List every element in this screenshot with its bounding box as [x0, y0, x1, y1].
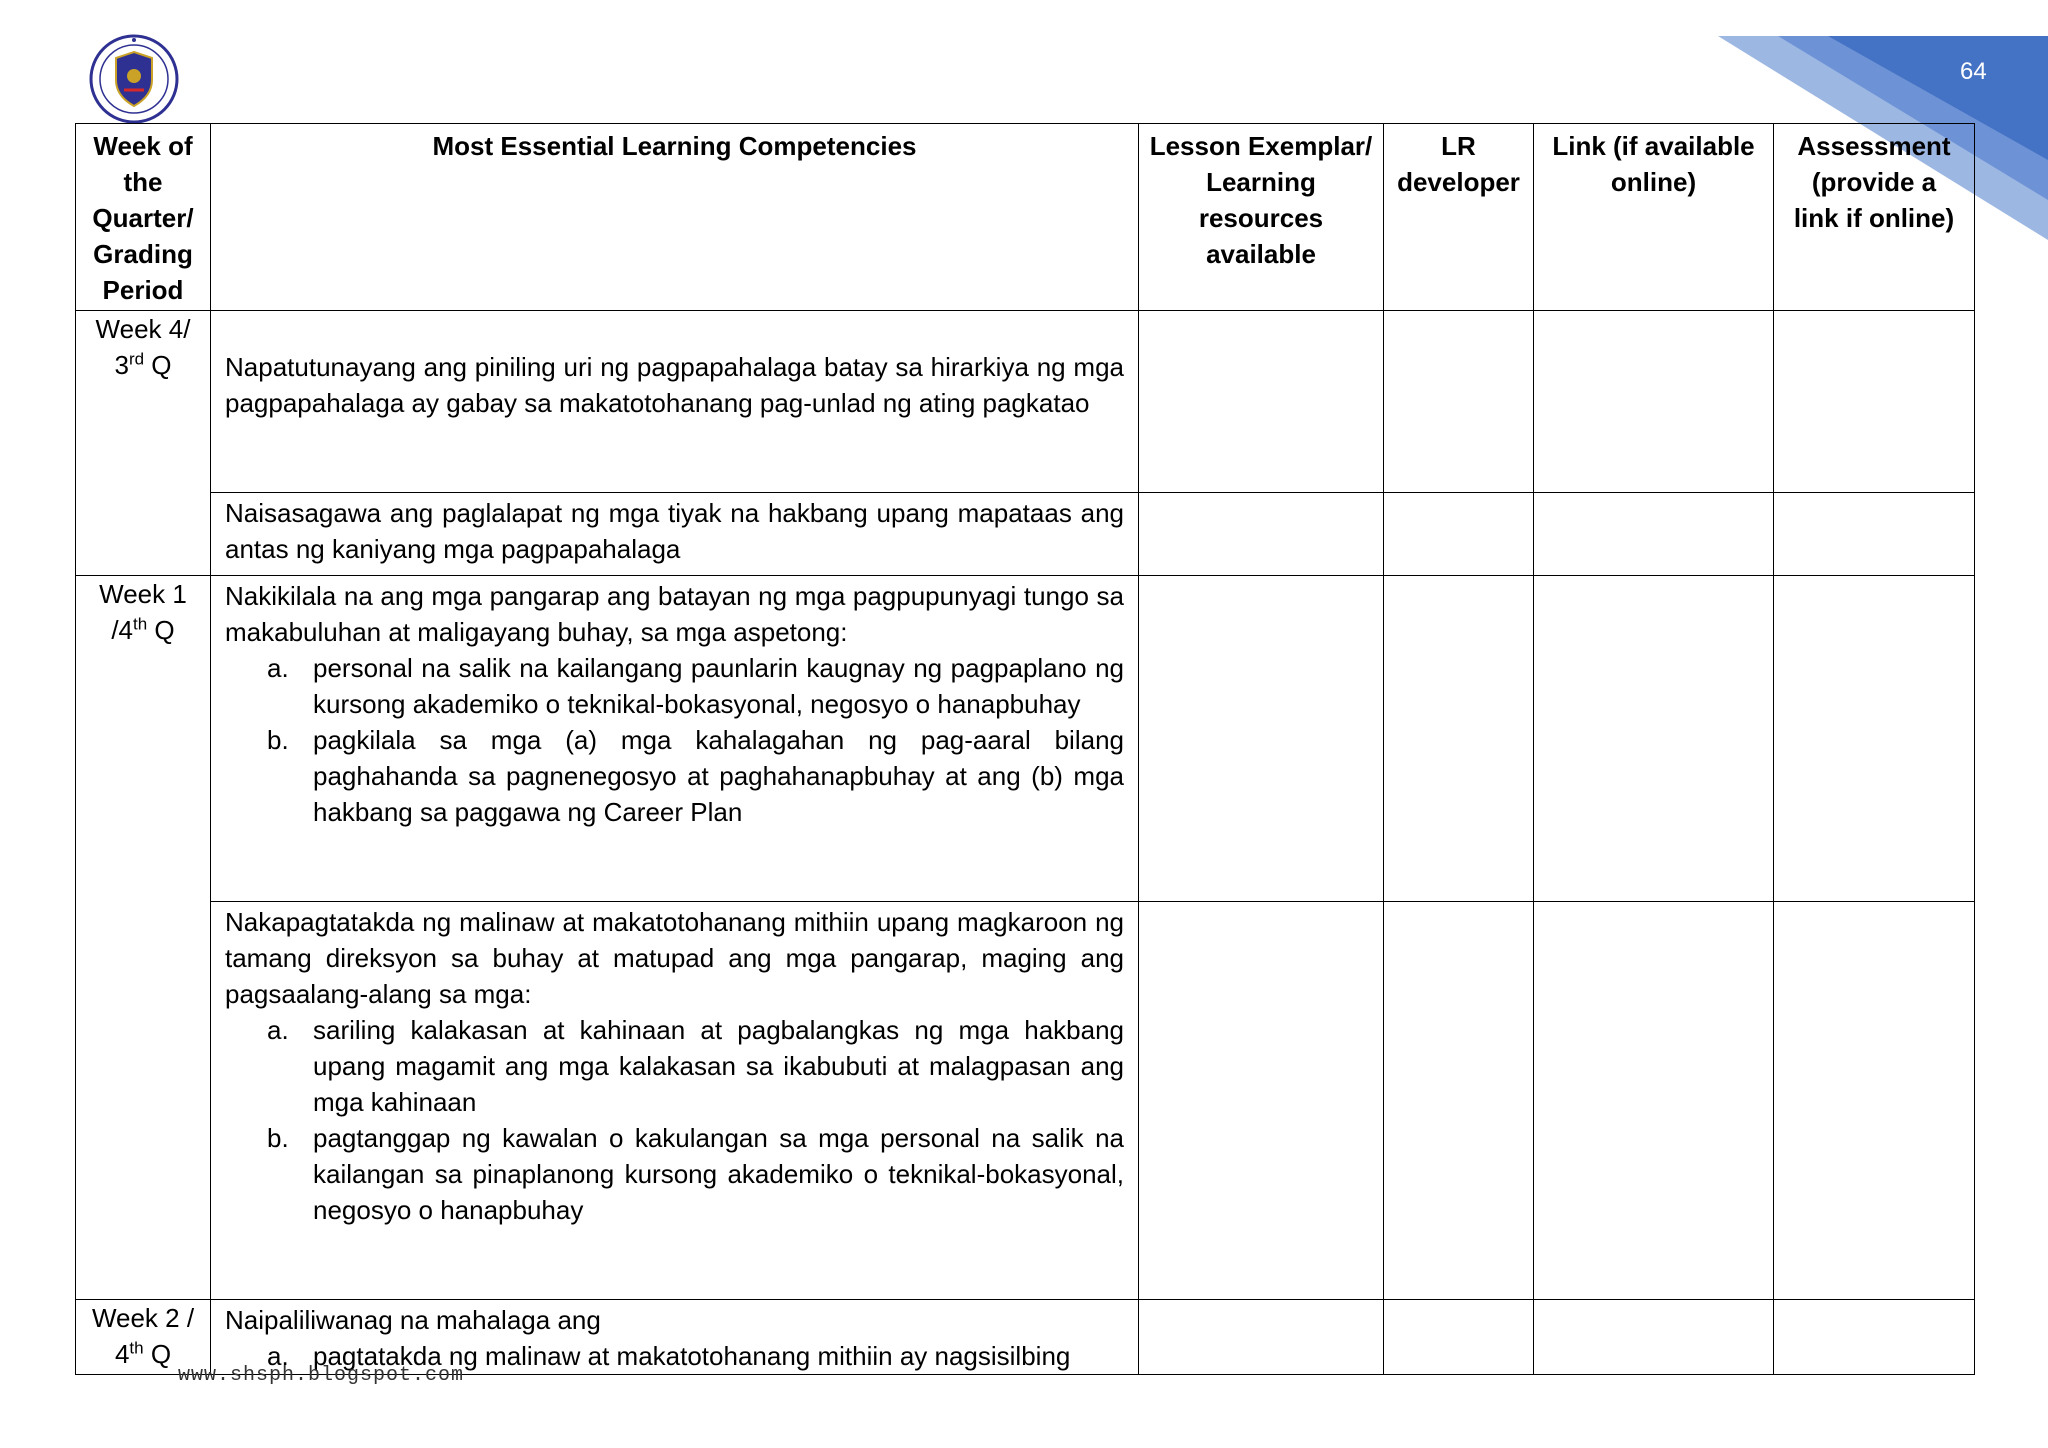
- header-link: Link (if available online): [1534, 124, 1774, 311]
- lr-developer-cell: [1384, 1300, 1534, 1375]
- list-item: b. pagkilala sa mga (a) mga kahalagahan ng pag-aaral bilang paghahanda sa pagnenegosyo at paghahanapbuhay at ang (b) mga hakbang sa paggawa ng Career Plan: [267, 725, 1124, 827]
- table-row: [76, 902, 1975, 1300]
- lesson-exemplar-cell: [1139, 902, 1384, 1300]
- header-week: Week of the Quarter/ Grading Period: [76, 124, 211, 311]
- sub-list: [225, 650, 1124, 830]
- header-lr-developer: LR developer: [1384, 124, 1534, 311]
- deped-seal-icon: [86, 34, 182, 124]
- link-cell: [1534, 1300, 1774, 1375]
- list-item: a. personal na salik na kailangang paunlarin kaugnay ng pagpaplano ng kursong akademiko o teknikal-bokasyonal, negosyo o hanapbuhay: [267, 653, 1124, 719]
- week-cell: Week 2 / 4th Q: [76, 1300, 211, 1375]
- link-cell: [1534, 576, 1774, 902]
- week-cell: Week 4/ 3rd Q: [76, 311, 211, 576]
- competency-cell: Naisasagawa ang paglalapat ng mga tiyak na hakbang upang mapataas ang antas ng kaniyang mga pagpapahalaga: [211, 493, 1139, 576]
- competency-cell: Nakapagtatakda ng malinaw at makatotohanang mithiin upang magkaroon ng tamang direksyon sa buhay at matupad ang mga pangarap, maging ang pagsaalang-alang sa mga: a. sariling kalakasan at kahinaan at pagbalangkas ng mga hakbang upang magamit ang mga kalakasan sa ikabubuti at malagpasan ang mga kahinaan b. pagtanggap ng kawalan o kakulangan sa mga personal na salik na kailangan sa pinaplanong kursong akademiko o teknikal-bokasyonal, negosyo o hanapbuhay: [211, 902, 1139, 1300]
- lr-developer-cell: [1384, 902, 1534, 1300]
- lr-developer-cell: [1384, 576, 1534, 902]
- lesson-exemplar-cell: [1139, 1300, 1384, 1375]
- table-row: [76, 311, 1975, 493]
- assessment-cell: [1774, 493, 1975, 576]
- competency-cell: Nakikilala na ang mga pangarap ang batayan ng mga pagpupunyagi tungo sa makabuluhan at maligayang buhay, sa mga aspetong: a. personal na salik na kailangang paunlarin kaugnay ng pagpaplano ng kursong akademiko o teknikal-bokasyonal, negosyo o hanapbuhay b. pagkilala sa mga (a) mga kahalagahan ng pag-aaral bilang paghahanda sa pagnenegosyo at paghahanapbuhay at ang (b) mga hakbang sa paggawa ng Career Plan: [211, 576, 1139, 902]
- assessment-cell: [1774, 902, 1975, 1300]
- lesson-exemplar-cell: [1139, 493, 1384, 576]
- list-item: a. sariling kalakasan at kahinaan at pagbalangkas ng mga hakbang upang magamit ang mga kalakasan sa ikabubuti at malagpasan ang mga kahinaan: [267, 1015, 1124, 1117]
- lr-developer-cell: [1384, 493, 1534, 576]
- table-row: [76, 576, 1975, 902]
- list-item: a. pagtatakda ng malinaw at makatotohanang mithiin ay nagsisilbing: [267, 1341, 1071, 1371]
- header-melc: Most Essential Learning Competencies: [211, 124, 1139, 311]
- assessment-cell: [1774, 576, 1975, 902]
- melc-table: [75, 123, 1975, 1375]
- lr-developer-cell: [1384, 311, 1534, 493]
- table-row: [76, 493, 1975, 576]
- link-cell: [1534, 493, 1774, 576]
- assessment-cell: [1774, 1300, 1975, 1375]
- competency-cell: Naipaliliwanag na mahalaga ang a. pagtatakda ng malinaw at makatotohanang mithiin ay nagsisilbing: [211, 1300, 1139, 1375]
- header-lesson-exemplar: Lesson Exemplar/ Learning resources available: [1139, 124, 1384, 311]
- footer-url: www.shsph.blogspot.com: [178, 1364, 465, 1387]
- lesson-exemplar-cell: [1139, 576, 1384, 902]
- page-number: 64: [1960, 58, 1987, 85]
- assessment-cell: [1774, 311, 1975, 493]
- sub-list: [225, 1012, 1124, 1228]
- list-item: b. pagtanggap ng kawalan o kakulangan sa mga personal na salik na kailangan sa pinaplanong kursong akademiko o teknikal-bokasyonal, negosyo o hanapbuhay: [267, 1123, 1124, 1225]
- week-cell: Week 1 /4th Q: [76, 576, 211, 1300]
- lesson-exemplar-cell: [1139, 311, 1384, 493]
- header-assessment: Assessment (provide a link if online): [1774, 124, 1975, 311]
- competency-cell: Napatutunayang ang piniling uri ng pagpapahalaga batay sa hirarkiya ng mga pagpapahalaga ay gabay sa makatotohanang pag-unlad ng ating pagkatao: [211, 311, 1139, 493]
- link-cell: [1534, 902, 1774, 1300]
- link-cell: [1534, 311, 1774, 493]
- table-header-row: [76, 124, 1975, 311]
